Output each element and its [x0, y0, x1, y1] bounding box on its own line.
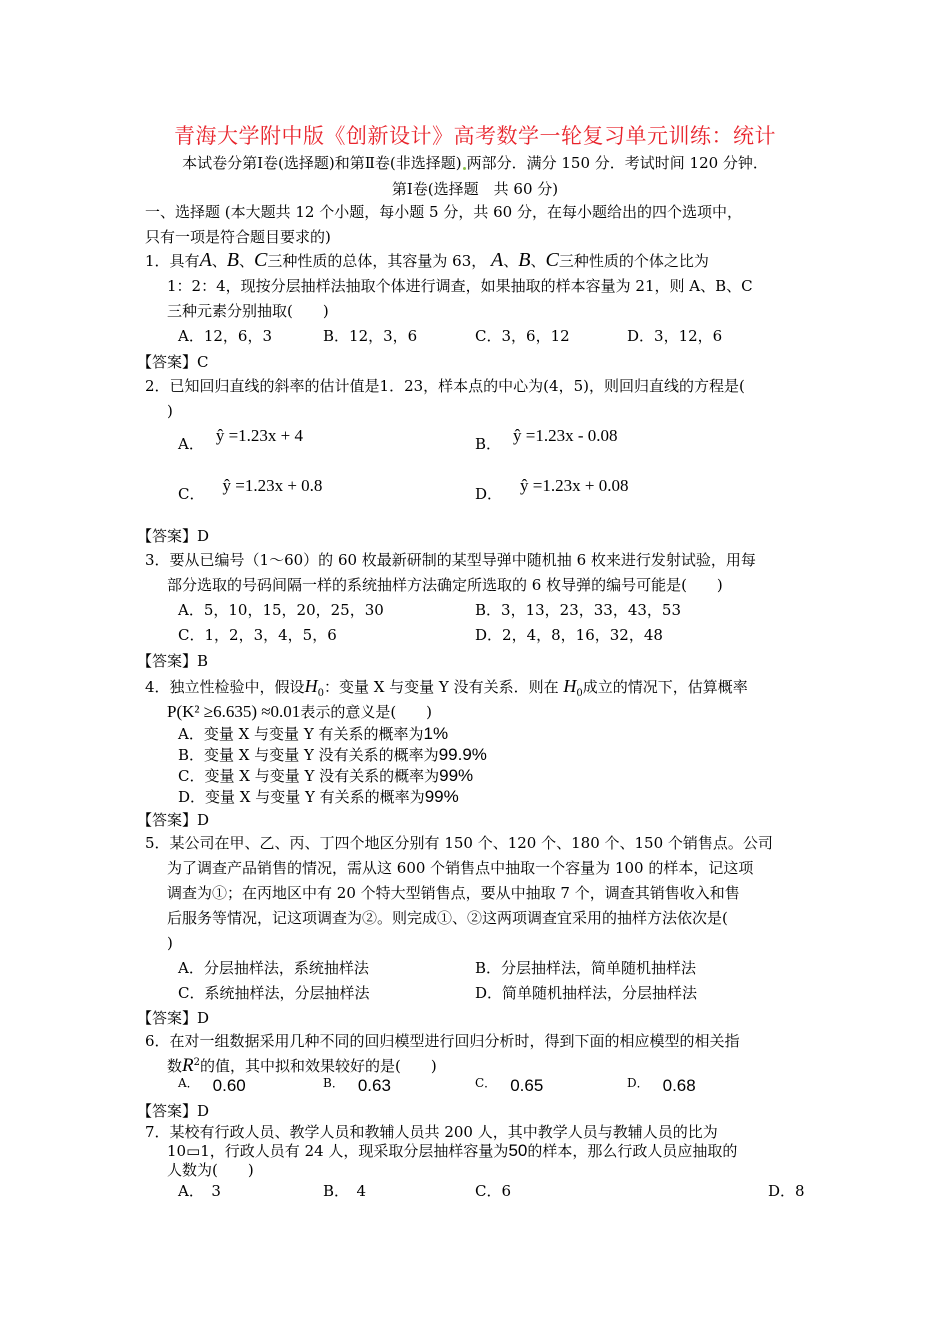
q3-option-b: B．3，13，23，33，43，53 — [475, 601, 682, 619]
q6-option-d: $^{D.}$ 0.68 — [627, 1076, 696, 1095]
q7-option-c: C．6 — [475, 1182, 512, 1200]
q4-option-c: C．变量 X 与变量 Y 没有关系的概率为99% — [178, 766, 474, 785]
document-title: 青海大学附中版《创新设计》高考数学一轮复习单元训练：统计 — [174, 124, 776, 148]
stray-mark — [463, 167, 466, 170]
q1-line-3: 三种元素分别抽取( ) — [167, 302, 329, 320]
q3-option-d: D．2，4，8，16，32，48 — [475, 626, 663, 644]
q4-line-2: P(K² ≥6.635) ≈0.01表示的意义是( ) — [167, 702, 433, 721]
q4-option-a: A．变量 X 与变量 Y 有关系的概率为1% — [178, 724, 449, 743]
q4-answer: 【答案】D — [137, 811, 210, 829]
q2-option-d: D． ŷ =1.23x + 0.08 — [475, 476, 629, 503]
q3-line-2: 部分选取的号码间隔一样的系统抽样方法确定所选取的 6 枚导弹的编号可能是( ) — [167, 576, 723, 594]
q1-option-d: D．3，12，6 — [627, 327, 723, 345]
q3-option-a: A．5，10，15，20，25，30 — [178, 601, 384, 619]
q5-option-b: B．分层抽样法，简单随机抽样法 — [475, 959, 697, 977]
q2-line-1: 2．已知回归直线的斜率的估计值是1．23，样本点的中心为(4，5)，则回归直线的方程是( — [145, 377, 745, 395]
q1-option-c: C．3，6，12 — [475, 327, 570, 345]
q7-option-a: A． 3 — [178, 1182, 221, 1200]
q5-option-c: C．系统抽样法，分层抽样法 — [178, 984, 370, 1002]
part-one-heading: 第Ⅰ卷(选择题 共 60 分) — [391, 180, 559, 198]
q4-line-1: 4．独立性检验中，假设$H_0$：变量 X 与变量 Y 没有关系．则在 $H_0$成立的情况下，估算概率 — [145, 676, 748, 699]
q2-line-2: ) — [167, 402, 173, 420]
q6-answer: 【答案】D — [137, 1102, 210, 1120]
q7-option-d: D．8 — [768, 1182, 805, 1200]
q5-line-4: 后服务等情况，记这项调查为②。则完成①、②这两项调查宜采用的抽样方法依次是( — [167, 909, 728, 927]
intro-line-1: 本试卷分第Ⅰ卷(选择题)和第Ⅱ卷(非选择题) 两部分．满分 150 分．考试时间 120 分钟． — [182, 154, 768, 172]
q1-answer: 【答案】C — [137, 353, 209, 371]
q4-option-d: D．变量 X 与变量 Y 有关系的概率为99% — [178, 787, 459, 806]
superscript-2: 2 — [193, 1057, 200, 1068]
q7-line-3: 人数为( ) — [167, 1161, 254, 1179]
q5-line-2: 为了调查产品销售的情况，需从这 600 个销售点中抽取一个容量为 100 的样本，记这项 — [167, 859, 754, 877]
q6-option-b: $^{B.}$ 0.63 — [323, 1076, 391, 1095]
q3-option-c: C．1，2，3，4，5，6 — [178, 626, 337, 644]
q1-option-a: A．12，6，3 — [178, 327, 273, 345]
q6-option-a: $^{A.}$ 0.60 — [178, 1076, 246, 1095]
q7-line-1: 7．某校有行政人员、教学人员和教辅人员共 200 人，其中教学人员与教辅人员的比为 — [145, 1123, 718, 1141]
q5-option-a: A．分层抽样法，系统抽样法 — [178, 959, 369, 977]
q6-line-1: 6．在对一组数据采用几种不同的回归模型进行回归分析时，得到下面的相应模型的相关指 — [145, 1032, 740, 1050]
q5-line-1: 5．某公司在甲、乙、丙、丁四个地区分别有 150 个、120 个、180 个、150 个销售点。公司 — [145, 834, 773, 852]
q5-line-3: 调查为①；在丙地区中有 20 个特大型销售点，要从中抽取 7 个，调查其销售收入和售 — [167, 884, 740, 902]
q2-option-b: B． ŷ =1.23x - 0.08 — [475, 426, 618, 453]
q6-line-2: 数$R^2$的值，其中拟和效果较好的是( ) — [167, 1055, 437, 1076]
q3-answer: 【答案】B — [137, 652, 209, 670]
q1-line-2: 1：2：4，现按分层抽样法抽取个体进行调查，如果抽取的样本容量为 21，则 A、B、C — [167, 277, 753, 295]
q2-option-c: C． ŷ =1.23x + 0.8 — [178, 476, 323, 503]
q5-option-d: D．简单随机抽样法，分层抽样法 — [475, 984, 698, 1002]
section-heading-1: 一、选择题 (本大题共 12 个小题，每小题 5 分，共 60 分，在每小题给出的四个选项中， — [145, 203, 742, 221]
q7-option-b: B． 4 — [323, 1182, 367, 1200]
q2-answer: 【答案】D — [137, 527, 210, 545]
q2-option-a: A． ŷ =1.23x + 4 — [178, 426, 304, 453]
q4-option-b: B．变量 X 与变量 Y 没有关系的概率为99.9% — [178, 745, 487, 764]
q3-line-1: 3．要从已编号（1～60）的 60 枚最新研制的某型导弹中随机抽 6 枚来进行发射试验，用每 — [145, 551, 756, 569]
q6-option-c: $^{C.}$ 0.65 — [475, 1076, 544, 1095]
q7-line-2: 10▭1，行政人员有 24 人，现采取分层抽样容量为50的样本，那么行政人员应抽取的 — [167, 1141, 738, 1160]
q5-answer: 【答案】D — [137, 1009, 210, 1027]
q1-line-1: 1．具有A、B、C三种性质的总体，其容量为 63， A、B、C三种性质的个体之比为 — [145, 249, 709, 271]
q5-line-5: ) — [167, 934, 173, 952]
section-heading-2: 只有一项是符合题目要求的) — [145, 228, 331, 246]
q1-option-b: B．12，3，6 — [323, 327, 418, 345]
